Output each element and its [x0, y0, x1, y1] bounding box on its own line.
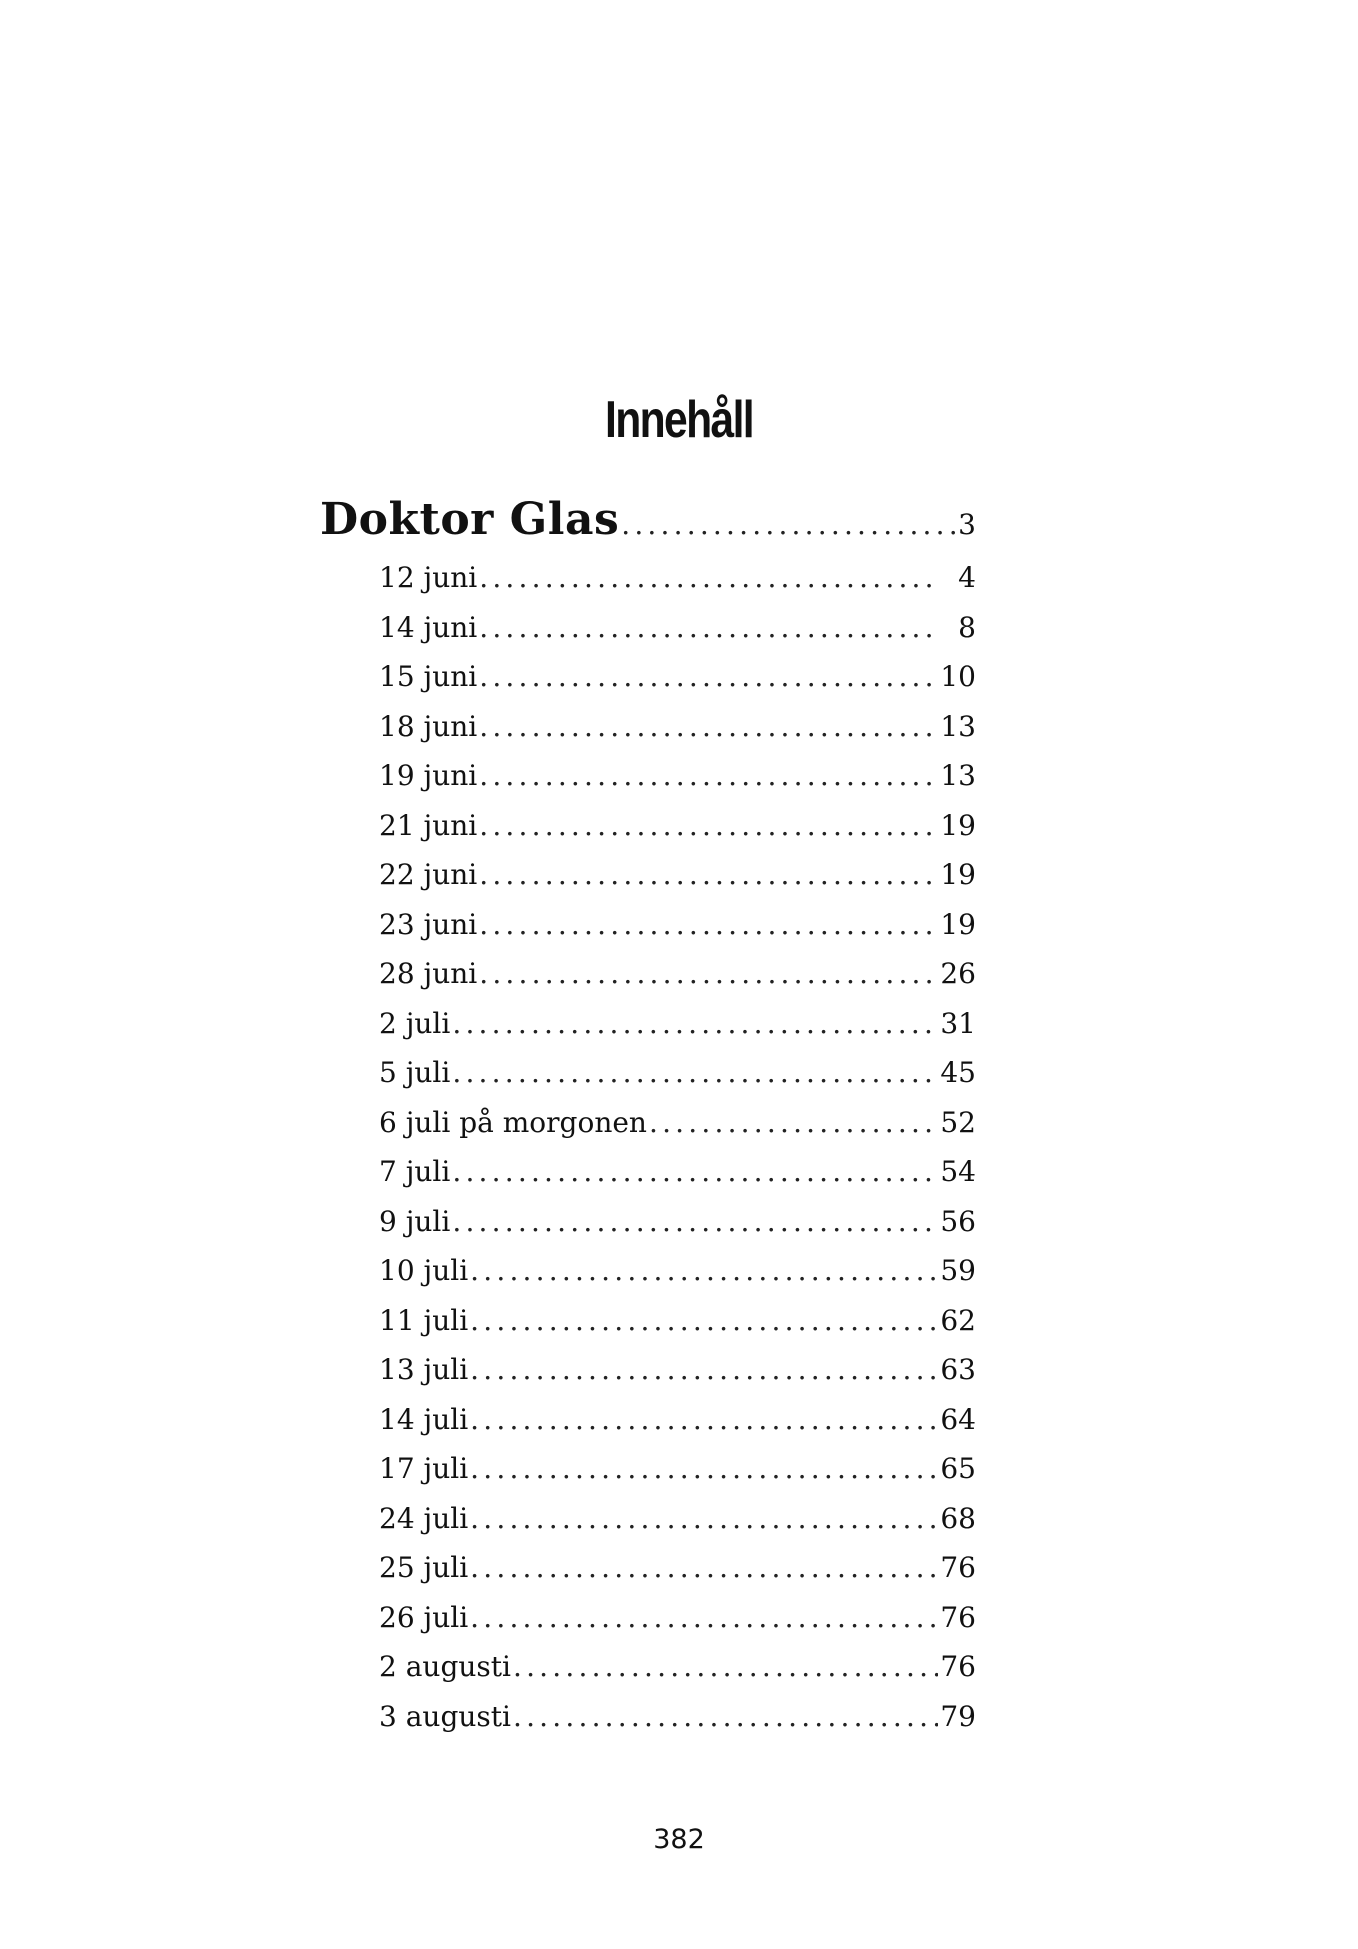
toc-dot-leader	[470, 1403, 938, 1436]
toc-entry-page: 68	[940, 1502, 976, 1535]
toc-entry-page: 76	[940, 1650, 976, 1683]
toc-entry[interactable]	[379, 1106, 976, 1146]
toc-entry-page: 26	[940, 957, 976, 990]
toc-entry-page: 59	[940, 1254, 976, 1287]
toc-entry-label: 26 juli	[379, 1601, 469, 1634]
toc-entry-page: 8	[958, 611, 976, 644]
toc-entry-label: 18 juni	[379, 710, 478, 743]
toc-entry[interactable]	[379, 908, 976, 948]
toc-entry-page: 62	[940, 1304, 976, 1337]
toc-entry[interactable]	[379, 1502, 976, 1542]
toc-dot-leader	[479, 908, 938, 941]
toc-entry-page: 19	[940, 858, 976, 891]
toc-entry-label: 13 juli	[379, 1353, 469, 1386]
toc-entry-page: 13	[940, 759, 976, 792]
toc-entry-page: 19	[940, 908, 976, 941]
toc-entry[interactable]	[379, 1353, 976, 1393]
toc-entry-label: 3 augusti	[379, 1700, 511, 1733]
toc-entry-page: 45	[940, 1056, 976, 1089]
toc-dot-leader	[479, 809, 938, 842]
toc-entry-label: 21 juni	[379, 809, 478, 842]
toc-dot-leader	[513, 1650, 938, 1683]
toc-entry-label: 9 juli	[379, 1205, 451, 1238]
toc-entry[interactable]	[379, 1601, 976, 1641]
toc-entry-page: 56	[940, 1205, 976, 1238]
toc-entry-page: 31	[940, 1007, 976, 1040]
toc-entry-page: 13	[940, 710, 976, 743]
toc-entry-label: 7 juli	[379, 1155, 451, 1188]
toc-entry[interactable]	[379, 858, 976, 898]
toc-entry-label: 17 juli	[379, 1452, 469, 1485]
toc-entry[interactable]	[379, 809, 976, 849]
toc-entry-label: 15 juni	[379, 660, 478, 693]
toc-dot-leader	[470, 1601, 938, 1634]
toc-entry-page: 63	[940, 1353, 976, 1386]
toc-entry-page: 79	[940, 1700, 976, 1733]
toc-entry-label: 6 juli på morgonen	[379, 1106, 647, 1139]
footer-page-number: 382	[653, 1824, 705, 1855]
toc-dot-leader	[470, 1551, 938, 1584]
toc-entry[interactable]	[379, 1403, 976, 1443]
toc-dot-leader	[470, 1353, 938, 1386]
toc-entry[interactable]	[379, 957, 976, 997]
toc-dot-leader	[479, 660, 938, 693]
toc-entry[interactable]	[379, 1205, 976, 1245]
toc-main-entry[interactable]	[320, 494, 976, 550]
toc-dot-leader	[470, 1502, 938, 1535]
toc-dot-leader	[470, 1452, 938, 1485]
toc-entry-page: 64	[940, 1403, 976, 1436]
page-title: Innehåll	[604, 391, 753, 449]
toc-dot-leader	[649, 1106, 938, 1139]
toc-entry[interactable]	[379, 1551, 976, 1591]
toc-entry[interactable]	[379, 1254, 976, 1294]
toc-main-entry-label: Doktor Glas	[320, 494, 620, 545]
toc-entry[interactable]	[379, 660, 976, 700]
toc-entry-label: 24 juli	[379, 1502, 469, 1535]
toc-entry-page: 52	[940, 1106, 976, 1139]
toc-entry-label: 5 juli	[379, 1056, 451, 1089]
toc-entry-page: 54	[940, 1155, 976, 1188]
toc-entry-page: 76	[940, 1551, 976, 1584]
toc-dot-leader	[470, 1304, 938, 1337]
toc-entry-page: 76	[940, 1601, 976, 1634]
toc-entry[interactable]	[379, 1700, 976, 1740]
toc-dot-leader	[470, 1254, 938, 1287]
toc-entry-label: 11 juli	[379, 1304, 469, 1337]
toc-dot-leader	[479, 611, 940, 644]
toc-entry-page: 19	[940, 809, 976, 842]
toc-entry-label: 2 juli	[379, 1007, 451, 1040]
toc-dot-leader	[513, 1700, 938, 1733]
toc-dot-leader	[452, 1155, 938, 1188]
toc-entry-page: 65	[940, 1452, 976, 1485]
toc-main-entry-page: 3	[958, 508, 976, 541]
toc-entry[interactable]	[379, 1007, 976, 1047]
toc-entry[interactable]	[379, 1304, 976, 1344]
toc-entry[interactable]	[379, 1155, 976, 1195]
toc-dot-leader	[479, 957, 938, 990]
toc-dot-leader	[479, 759, 938, 792]
toc-entry[interactable]	[379, 710, 976, 750]
toc-entry-label: 25 juli	[379, 1551, 469, 1584]
toc-dot-leader	[479, 858, 938, 891]
toc-entry-label: 12 juni	[379, 561, 478, 594]
toc-entry-label: 2 augusti	[379, 1650, 511, 1683]
toc-entry[interactable]	[379, 611, 976, 651]
toc-entry-label: 23 juni	[379, 908, 478, 941]
toc-entry[interactable]	[379, 759, 976, 799]
toc-entry[interactable]	[379, 1452, 976, 1492]
toc-entry-label: 14 juli	[379, 1403, 469, 1436]
toc-dot-leader	[452, 1007, 938, 1040]
toc-dot-leader	[452, 1205, 938, 1238]
toc-entry-label: 10 juli	[379, 1254, 469, 1287]
toc-entry-label: 19 juni	[379, 759, 478, 792]
toc-entry-label: 28 juni	[379, 957, 478, 990]
toc-dot-leader	[621, 508, 956, 541]
toc-entry-page: 4	[958, 561, 976, 594]
toc-entry-label: 14 juni	[379, 611, 478, 644]
toc-dot-leader	[479, 710, 938, 743]
toc-dot-leader	[479, 561, 940, 594]
toc-entry[interactable]	[379, 1056, 976, 1096]
toc-entry-page: 10	[940, 660, 976, 693]
toc-entry[interactable]	[379, 561, 976, 601]
toc-entry-label: 22 juni	[379, 858, 478, 891]
toc-entry[interactable]	[379, 1650, 976, 1690]
toc-dot-leader	[452, 1056, 938, 1089]
